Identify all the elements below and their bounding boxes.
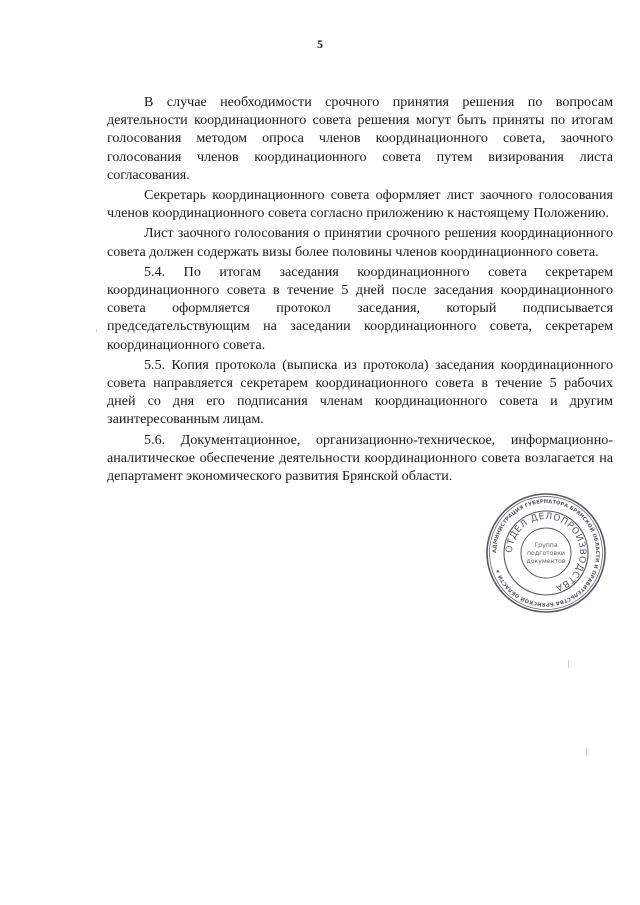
stamp-inner-text: ОТДЕЛ ДЕЛОПРОИЗВОДСТВА xyxy=(504,511,588,593)
scan-artifact xyxy=(586,748,587,756)
paragraph-5-4: 5.4. По итогам заседания координационного совета секретарем координационного совета в течение 5 дней после заседания координационного совета оформляется протокол заседания, который подписывается председательствующим на заседании координационного совета, секретарем координационного совета. xyxy=(107,263,613,353)
paragraph-secretary-voting-sheet: Секретарь координационного совета оформляет лист заочного голосования членов координационного совета согласно приложению к настоящему Положению. xyxy=(107,187,613,222)
paragraph-5-5: 5.5. Копия протокола (выписка из протокола) заседания координационного совета направляется секретарем координационного совета в течение 5 рабочих дней со дня его подписания членам координационного совета и другим заинтересованным лицам. xyxy=(107,356,613,428)
scan-artifact xyxy=(96,329,97,332)
document-body xyxy=(107,93,613,487)
paragraph-voting-sheet-visas: Лист заочного голосования о принятии срочного решения координационного совета должен содержать визы более половины членов координационного совета. xyxy=(107,225,613,260)
scan-artifact xyxy=(568,660,569,668)
stamp-center-line-2: подготовки xyxy=(527,550,565,557)
stamp-center-line-3: документов xyxy=(526,558,566,565)
stamp-seal-icon xyxy=(485,492,607,614)
stamp-outer-text: АДМИНИСТРАЦИЯ ГУБЕРНАТОРА БРЯНСКОЙ ОБЛАСТИ И ПРАВИТЕЛЬСТВА БРЯНСКОЙ ОБЛАСТИ ★ xyxy=(491,498,601,608)
paragraph-5-6: 5.6. Документационное, организационно-техническое, информационно-аналитическое обеспечение деятельности координационного совета возлагается на департамент экономического развития Брянской области. xyxy=(107,431,613,485)
official-stamp xyxy=(485,492,607,614)
page-number: 5 xyxy=(317,37,323,51)
stamp-center-line-1: Группа xyxy=(534,542,558,549)
paragraph-urgent-decision: В случае необходимости срочного принятия решения по вопросам деятельности координационного совета решения могут быть приняты по итогам голосования методом опроса членов координационного совета, заочного голосования членов координационного совета путем визирования листа согласования. xyxy=(107,94,613,183)
